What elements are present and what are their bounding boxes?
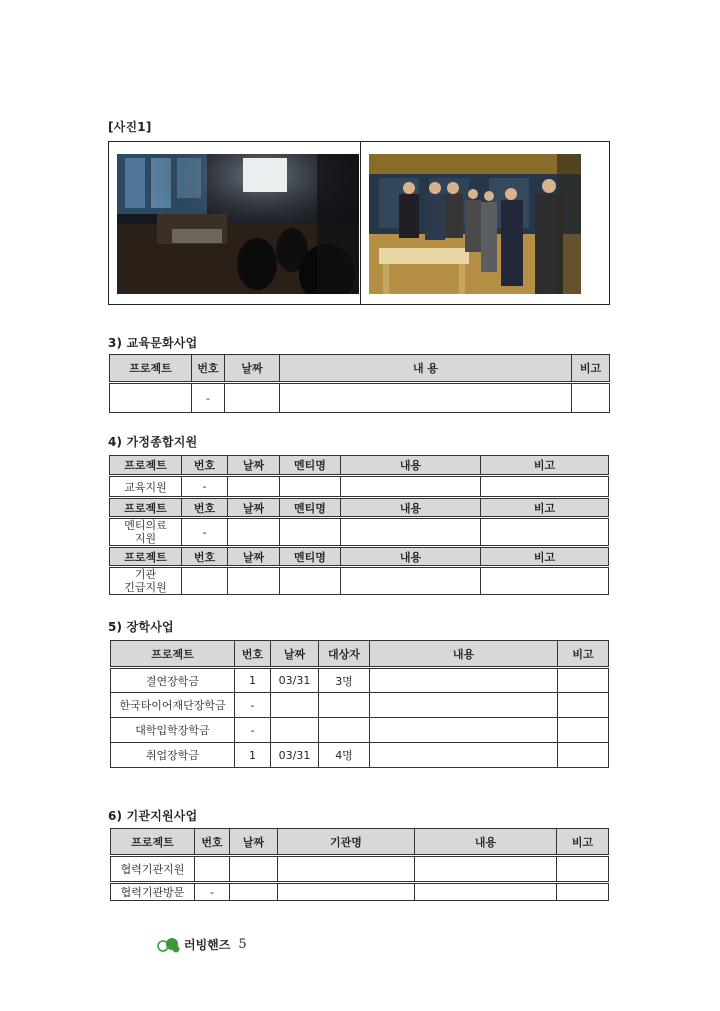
institution-support-table <box>110 828 609 901</box>
header-project: 프로젝트 <box>110 498 182 518</box>
page-footer <box>156 936 247 953</box>
header-note: 비고 <box>481 456 609 476</box>
header-date: 날짜 <box>225 355 280 383</box>
header-date: 날짜 <box>230 829 278 856</box>
cell-content <box>415 856 557 883</box>
cell-note <box>557 883 609 901</box>
header-recipient: 대상자 <box>319 641 370 668</box>
header-content: 내용 <box>341 498 481 518</box>
cell-number: - <box>182 518 228 547</box>
header-mentee: 멘티명 <box>280 498 341 518</box>
header-number: 번호 <box>182 498 228 518</box>
cell-project-text: 멘티의료 지원 <box>124 519 167 545</box>
cell-number: 1 <box>235 743 271 768</box>
cell-note <box>558 693 609 718</box>
cell-note <box>481 476 609 498</box>
cell-content <box>415 883 557 901</box>
cell-date: 03/31 <box>271 668 319 693</box>
table-row <box>110 476 609 498</box>
cell-content <box>280 383 572 413</box>
table-row <box>111 883 609 901</box>
header-number: 번호 <box>182 547 228 567</box>
cell-project: 한국타이어재단장학금 <box>111 693 235 718</box>
table-row <box>111 856 609 883</box>
cell-number: - <box>192 383 225 413</box>
loving-hands-logo-icon <box>156 937 180 953</box>
section-5-title: 5) 장학사업 <box>108 620 174 634</box>
cell-date <box>228 567 280 595</box>
table-row <box>110 518 609 547</box>
cell-mentee <box>280 567 341 595</box>
header-mentee: 멘티명 <box>280 547 341 567</box>
header-date: 날짜 <box>228 498 280 518</box>
table-row <box>111 668 609 693</box>
header-content: 내용 <box>370 641 558 668</box>
cell-note <box>481 567 609 595</box>
cell-recipient <box>319 718 370 743</box>
header-number: 번호 <box>235 641 271 668</box>
family-support-table <box>109 455 609 595</box>
cell-mentee <box>280 518 341 547</box>
cell-number <box>195 856 230 883</box>
cell-content <box>370 693 558 718</box>
cell-number <box>182 567 228 595</box>
section-3-title: 3) 교육문화사업 <box>108 336 198 350</box>
cell-note <box>558 718 609 743</box>
cell-number: - <box>235 718 271 743</box>
cell-note <box>572 383 610 413</box>
cell-project: 협력기관방문 <box>111 883 195 901</box>
cell-project: 취업장학금 <box>111 743 235 768</box>
cell-recipient <box>319 693 370 718</box>
header-project: 프로젝트 <box>111 641 235 668</box>
cell-number: - <box>182 476 228 498</box>
page-number: 5 <box>238 937 247 952</box>
header-content: 내용 <box>341 547 481 567</box>
cell-date <box>271 693 319 718</box>
photo-divider <box>360 142 361 304</box>
header-note: 비고 <box>558 641 609 668</box>
table-row <box>110 567 609 595</box>
header-note: 비고 <box>481 498 609 518</box>
cell-content <box>370 743 558 768</box>
header-date: 날짜 <box>271 641 319 668</box>
photo-frame <box>108 141 610 305</box>
scholarship-table <box>110 640 609 768</box>
photo-projector-room <box>117 154 359 294</box>
cell-institution <box>278 883 415 901</box>
cell-number: 1 <box>235 668 271 693</box>
cell-number: - <box>235 693 271 718</box>
header-content: 내 용 <box>280 355 572 383</box>
header-date: 날짜 <box>228 456 280 476</box>
cell-project <box>110 383 192 413</box>
cell-note <box>558 668 609 693</box>
header-number: 번호 <box>182 456 228 476</box>
photo-section-title: [사진1] <box>108 120 152 134</box>
header-project: 프로젝트 <box>110 355 192 383</box>
header-note: 비고 <box>572 355 610 383</box>
cell-date <box>225 383 280 413</box>
section-4-title: 4) 가정종합지원 <box>108 435 198 449</box>
table-row <box>111 743 609 768</box>
table-row <box>110 383 610 413</box>
cell-note <box>558 743 609 768</box>
cell-project <box>110 518 182 547</box>
cell-date: 03/31 <box>271 743 319 768</box>
header-project: 프로젝트 <box>110 456 182 476</box>
cell-number: - <box>195 883 230 901</box>
cell-note <box>481 518 609 547</box>
cell-project: 협력기관지원 <box>111 856 195 883</box>
cell-date <box>230 883 278 901</box>
cell-mentee <box>280 476 341 498</box>
section-6-title: 6) 기관지원사업 <box>108 809 198 823</box>
education-culture-table <box>109 354 610 413</box>
logo-text: 러빙핸즈 <box>184 938 231 952</box>
cell-content <box>370 668 558 693</box>
header-content: 내용 <box>341 456 481 476</box>
cell-project: 대학입학장학금 <box>111 718 235 743</box>
cell-institution <box>278 856 415 883</box>
header-note: 비고 <box>481 547 609 567</box>
table-row <box>111 718 609 743</box>
header-date: 날짜 <box>228 547 280 567</box>
table-row <box>111 693 609 718</box>
cell-project-text: 기관 긴급지원 <box>124 568 167 594</box>
header-note: 비고 <box>557 829 609 856</box>
cell-project: 교육지원 <box>110 476 182 498</box>
cell-content <box>341 476 481 498</box>
cell-content <box>370 718 558 743</box>
cell-content <box>341 518 481 547</box>
cell-project <box>110 567 182 595</box>
cell-note <box>557 856 609 883</box>
cell-project: 결연장학금 <box>111 668 235 693</box>
header-number: 번호 <box>192 355 225 383</box>
cell-date <box>228 476 280 498</box>
photo-group-cafe <box>369 154 581 294</box>
header-mentee: 멘티명 <box>280 456 341 476</box>
cell-content <box>341 567 481 595</box>
header-project: 프로젝트 <box>111 829 195 856</box>
header-content: 내용 <box>415 829 557 856</box>
header-number: 번호 <box>195 829 230 856</box>
header-institution: 기관명 <box>278 829 415 856</box>
cell-date <box>271 718 319 743</box>
cell-recipient: 4명 <box>319 743 370 768</box>
header-project: 프로젝트 <box>110 547 182 567</box>
cell-recipient: 3명 <box>319 668 370 693</box>
cell-date <box>230 856 278 883</box>
cell-date <box>228 518 280 547</box>
